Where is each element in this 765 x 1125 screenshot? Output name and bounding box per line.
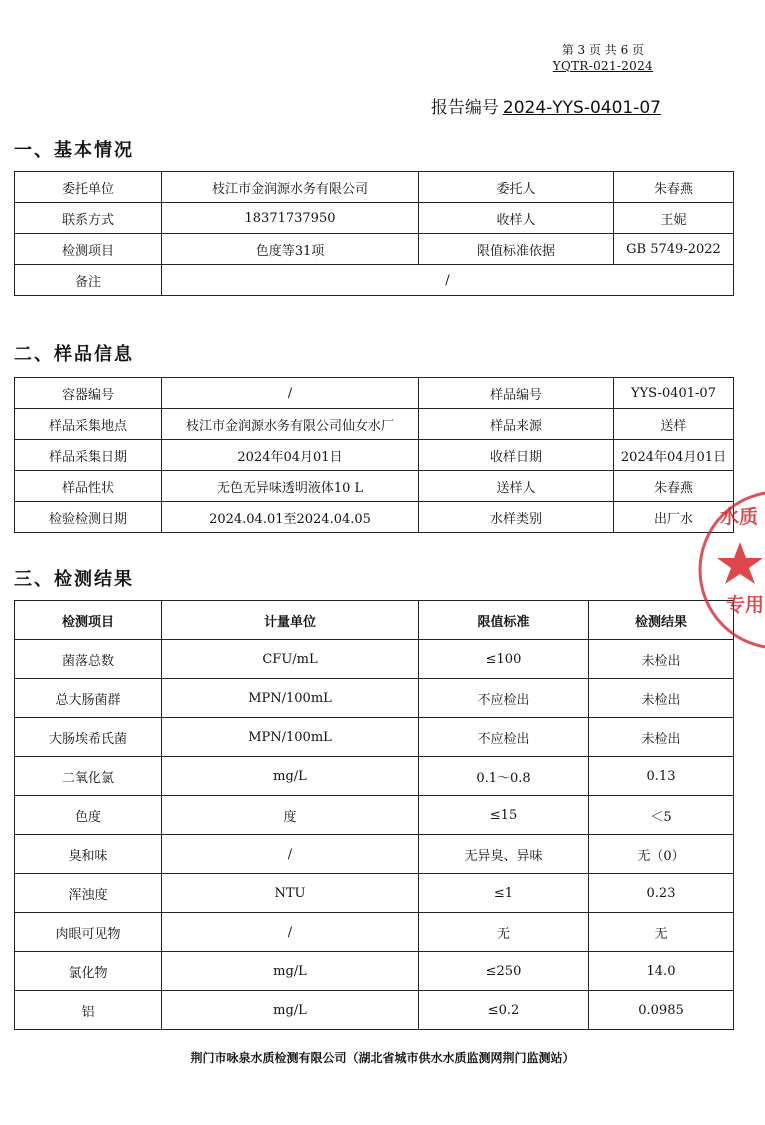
field-value: 朱春燕 bbox=[614, 172, 734, 203]
field-label: 检测项目 bbox=[15, 234, 162, 265]
limit-standard: ≤15 bbox=[419, 796, 589, 835]
field-value: 送样 bbox=[614, 409, 734, 440]
result-row bbox=[15, 757, 734, 796]
limit-standard: ≤0.2 bbox=[419, 991, 589, 1030]
column-header: 计量单位 bbox=[162, 601, 419, 640]
field-value: 枝江市金润源水务有限公司 bbox=[162, 172, 419, 203]
field-value: 2024年04月01日 bbox=[162, 440, 419, 471]
test-result: 未检出 bbox=[589, 718, 734, 757]
limit-standard: ≤100 bbox=[419, 640, 589, 679]
test-result: 未检出 bbox=[589, 640, 734, 679]
field-value: GB 5749-2022 bbox=[614, 234, 734, 265]
footer-organization: 荆门市咏泉水质检测有限公司（湖北省城市供水水质监测网荆门监测站） bbox=[190, 1051, 575, 1065]
limit-standard: 无 bbox=[419, 913, 589, 952]
field-label: 送样人 bbox=[419, 471, 614, 502]
field-label: 收样日期 bbox=[419, 440, 614, 471]
basic-info-row bbox=[15, 203, 734, 234]
sample-info-row bbox=[15, 440, 734, 471]
unit: mg/L bbox=[162, 991, 419, 1030]
basic-note-row bbox=[15, 265, 734, 296]
section-title-sample: 二、样品信息 bbox=[14, 344, 134, 365]
field-label: 收样人 bbox=[419, 203, 614, 234]
sample-info-row bbox=[15, 502, 734, 533]
unit: mg/L bbox=[162, 757, 419, 796]
test-item: 臭和味 bbox=[15, 835, 162, 874]
test-item: 色度 bbox=[15, 796, 162, 835]
star-icon bbox=[717, 542, 763, 584]
limit-standard: ≤250 bbox=[419, 952, 589, 991]
unit: 度 bbox=[162, 796, 419, 835]
basic-info-table bbox=[14, 171, 734, 296]
field-label: 联系方式 bbox=[15, 203, 162, 234]
report-number-label: 报告编号 bbox=[430, 98, 499, 118]
column-header: 检测结果 bbox=[589, 601, 734, 640]
field-label: 委托单位 bbox=[15, 172, 162, 203]
result-row bbox=[15, 796, 734, 835]
results-table bbox=[14, 600, 734, 1030]
result-row bbox=[15, 835, 734, 874]
test-item: 氯化物 bbox=[15, 952, 162, 991]
test-result: 0.13 bbox=[589, 757, 734, 796]
limit-standard: 不应检出 bbox=[419, 679, 589, 718]
test-item: 总大肠菌群 bbox=[15, 679, 162, 718]
field-value: 朱春燕 bbox=[614, 471, 734, 502]
report-number-value: 2024-YYS-0401-07 bbox=[502, 98, 661, 118]
result-row bbox=[15, 718, 734, 757]
test-result: 无 bbox=[589, 913, 734, 952]
column-header: 限值标准 bbox=[419, 601, 589, 640]
page-info bbox=[553, 42, 653, 74]
result-row bbox=[15, 874, 734, 913]
test-item: 铝 bbox=[15, 991, 162, 1030]
test-result: 无（0） bbox=[589, 835, 734, 874]
test-item: 浑浊度 bbox=[15, 874, 162, 913]
note-label: 备注 bbox=[15, 265, 162, 296]
basic-info-row bbox=[15, 172, 734, 203]
red-seal-stamp bbox=[698, 480, 765, 660]
limit-standard: 不应检出 bbox=[419, 718, 589, 757]
sample-info-row bbox=[15, 471, 734, 502]
seal-text-bottom: 专用 bbox=[726, 594, 765, 616]
result-row bbox=[15, 679, 734, 718]
test-item: 二氧化氯 bbox=[15, 757, 162, 796]
test-item: 菌落总数 bbox=[15, 640, 162, 679]
field-label: 样品编号 bbox=[419, 378, 614, 409]
result-row bbox=[15, 991, 734, 1030]
test-result: ＜5 bbox=[589, 796, 734, 835]
limit-standard: 无异臭、异味 bbox=[419, 835, 589, 874]
field-value: / bbox=[162, 378, 419, 409]
field-label: 水样类别 bbox=[419, 502, 614, 533]
unit: MPN/100mL bbox=[162, 718, 419, 757]
field-value: 2024.04.01至2024.04.05 bbox=[162, 502, 419, 533]
field-label: 容器编号 bbox=[15, 378, 162, 409]
test-result: 未检出 bbox=[589, 679, 734, 718]
field-label: 检验检测日期 bbox=[15, 502, 162, 533]
results-header-row bbox=[15, 601, 734, 640]
field-value: YYS-0401-07 bbox=[614, 378, 734, 409]
field-label: 样品来源 bbox=[419, 409, 614, 440]
sample-info-table bbox=[14, 377, 734, 533]
unit: / bbox=[162, 835, 419, 874]
sample-info-row bbox=[15, 409, 734, 440]
column-header: 检测项目 bbox=[15, 601, 162, 640]
unit: mg/L bbox=[162, 952, 419, 991]
field-value: 无色无异味透明液体10 L bbox=[162, 471, 419, 502]
field-value: 王妮 bbox=[614, 203, 734, 234]
section-title-results: 三、检测结果 bbox=[14, 569, 134, 590]
unit: / bbox=[162, 913, 419, 952]
field-label: 样品采集日期 bbox=[15, 440, 162, 471]
report-number bbox=[431, 93, 661, 118]
seal-text-top: 水质 bbox=[720, 506, 759, 528]
result-row bbox=[15, 913, 734, 952]
test-result: 0.23 bbox=[589, 874, 734, 913]
test-item: 肉眼可见物 bbox=[15, 913, 162, 952]
sample-info-row bbox=[15, 378, 734, 409]
basic-info-row bbox=[15, 234, 734, 265]
result-row bbox=[15, 640, 734, 679]
test-result: 14.0 bbox=[589, 952, 734, 991]
unit: MPN/100mL bbox=[162, 679, 419, 718]
section-title-basic: 一、基本情况 bbox=[14, 140, 134, 161]
result-row bbox=[15, 952, 734, 991]
page-count: 第 3 页 共 6 页 bbox=[561, 43, 645, 57]
field-label: 样品采集地点 bbox=[15, 409, 162, 440]
field-value: 2024年04月01日 bbox=[614, 440, 734, 471]
field-label: 样品性状 bbox=[15, 471, 162, 502]
field-value: 18371737950 bbox=[162, 203, 419, 234]
field-label: 委托人 bbox=[419, 172, 614, 203]
field-label: 限值标准依据 bbox=[419, 234, 614, 265]
note-value: / bbox=[162, 265, 734, 296]
field-value: 枝江市金润源水务有限公司仙女水厂 bbox=[162, 409, 419, 440]
unit: CFU/mL bbox=[162, 640, 419, 679]
test-item: 大肠埃希氏菌 bbox=[15, 718, 162, 757]
unit: NTU bbox=[162, 874, 419, 913]
form-code: YQTR-021-2024 bbox=[552, 59, 653, 73]
field-value: 出厂水 bbox=[614, 502, 734, 533]
field-value: 色度等31项 bbox=[162, 234, 419, 265]
limit-standard: 0.1～0.8 bbox=[419, 757, 589, 796]
test-result: 0.0985 bbox=[589, 991, 734, 1030]
limit-standard: ≤1 bbox=[419, 874, 589, 913]
